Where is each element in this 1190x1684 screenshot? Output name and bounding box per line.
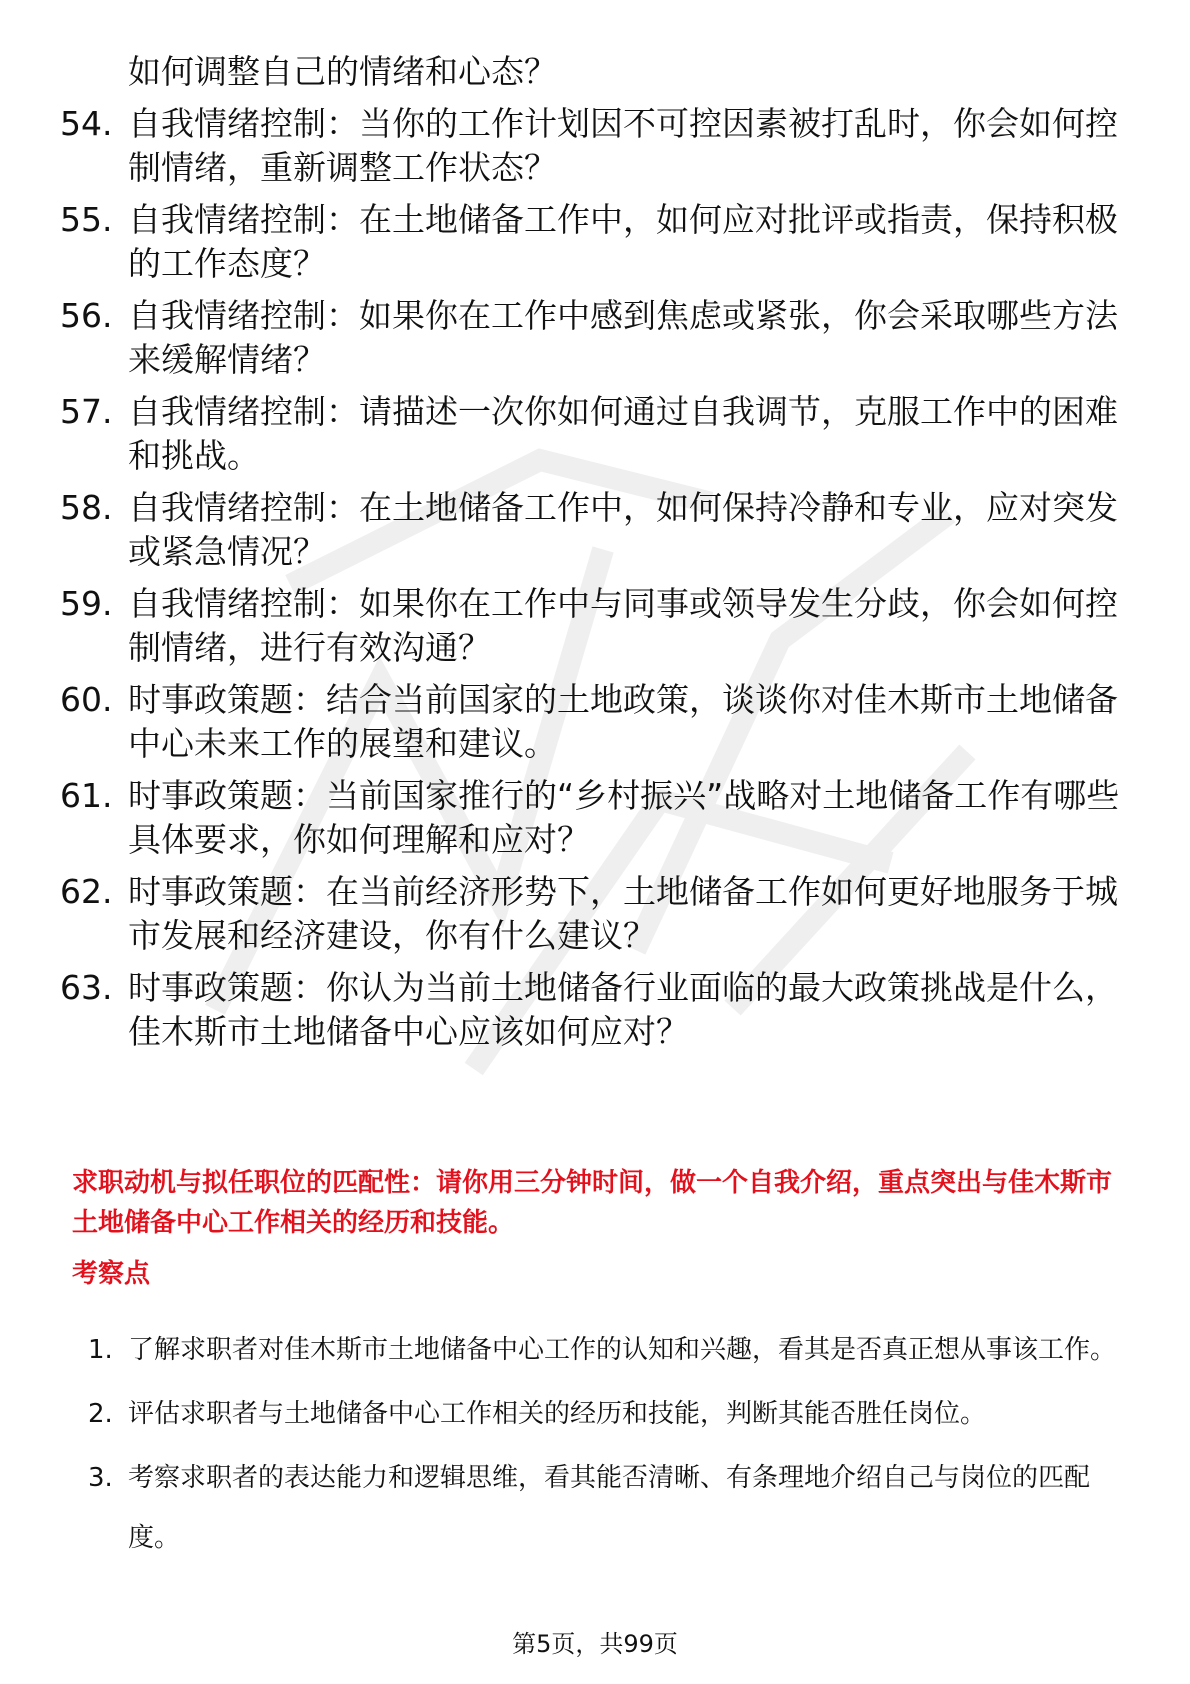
question-item <box>60 390 1120 478</box>
list-item <box>88 1320 1118 1380</box>
question-number: 55. <box>60 200 113 239</box>
question-item <box>60 50 1120 94</box>
list-item-text: 评估求职者与土地储备中心工作相关的经历和技能，判断其能否胜任岗位。 <box>128 1399 987 1429</box>
question-number: 58. <box>60 488 113 527</box>
question-item <box>60 582 1120 670</box>
question-text: 自我情绪控制：如果你在工作中与同事或领导发生分歧，你会如何控制情绪，进行有效沟通？ <box>128 584 1118 667</box>
featured-question: 求职动机与拟任职位的匹配性：请你用三分钟时间，做一个自我介绍，重点突出与佳木斯市土地储备中心工作相关的经历和技能。 <box>72 1168 1113 1238</box>
question-number: 54. <box>60 104 113 143</box>
list-item-text: 考察求职者的表达能力和逻辑思维，看其能否清晰、有条理地介绍自己与岗位的匹配度。 <box>128 1463 1091 1553</box>
question-number: 57. <box>60 392 113 431</box>
question-text: 时事政策题：在当前经济形势下，土地储备工作如何更好地服务于城市发展和经济建设，你有什么建议？ <box>128 872 1118 955</box>
question-number: 59. <box>60 584 113 623</box>
question-item <box>60 486 1120 574</box>
question-text: 时事政策题：结合当前国家的土地政策，谈谈你对佳木斯市土地储备中心未来工作的展望和建议。 <box>128 680 1118 763</box>
list-item-number: 2. <box>88 1399 113 1429</box>
question-number: 56. <box>60 296 113 335</box>
list-item-number: 3. <box>88 1463 113 1493</box>
question-number: 63. <box>60 968 113 1007</box>
question-item <box>60 678 1120 766</box>
question-text: 时事政策题：当前国家推行的“乡村振兴”战略对土地储备工作有哪些具体要求，你如何理解和应对？ <box>128 776 1120 859</box>
question-text: 时事政策题：你认为当前土地储备行业面临的最大政策挑战是什么，佳木斯市土地储备中心应该如何应对？ <box>128 968 1118 1051</box>
question-item <box>60 870 1120 958</box>
list-item <box>88 1448 1118 1568</box>
question-item <box>60 966 1120 1054</box>
assessment-points-list <box>88 1320 1118 1572</box>
question-number: 62. <box>60 872 113 911</box>
question-text: 自我情绪控制：在土地储备工作中，如何保持冷静和专业，应对突发或紧急情况？ <box>128 488 1118 571</box>
question-text: 自我情绪控制：如果你在工作中感到焦虑或紧张，你会采取哪些方法来缓解情绪？ <box>128 296 1118 379</box>
page-footer: 第5页，共99页 <box>512 1630 678 1658</box>
question-item <box>60 198 1120 286</box>
question-text: 自我情绪控制：当你的工作计划因不可控因素被打乱时，你会如何控制情绪，重新调整工作状态？ <box>128 104 1118 187</box>
question-item <box>60 774 1120 862</box>
question-text: 自我情绪控制：在土地储备工作中，如何应对批评或指责，保持积极的工作态度？ <box>128 200 1118 283</box>
list-item <box>88 1384 1118 1444</box>
question-item <box>60 102 1120 190</box>
question-number: 60. <box>60 680 113 719</box>
question-list <box>60 50 1120 1062</box>
list-item-number: 1. <box>88 1335 113 1365</box>
question-text: 如何调整自己的情绪和心态？ <box>128 52 557 91</box>
question-text: 自我情绪控制：请描述一次你如何通过自我调节，克服工作中的困难和挑战。 <box>128 392 1118 475</box>
list-item-text: 了解求职者对佳木斯市土地储备中心工作的认知和兴趣，看其是否真正想从事该工作。 <box>128 1335 1117 1365</box>
question-item <box>60 294 1120 382</box>
section-heading: 考察点 <box>72 1259 151 1289</box>
question-number: 61. <box>60 776 113 815</box>
